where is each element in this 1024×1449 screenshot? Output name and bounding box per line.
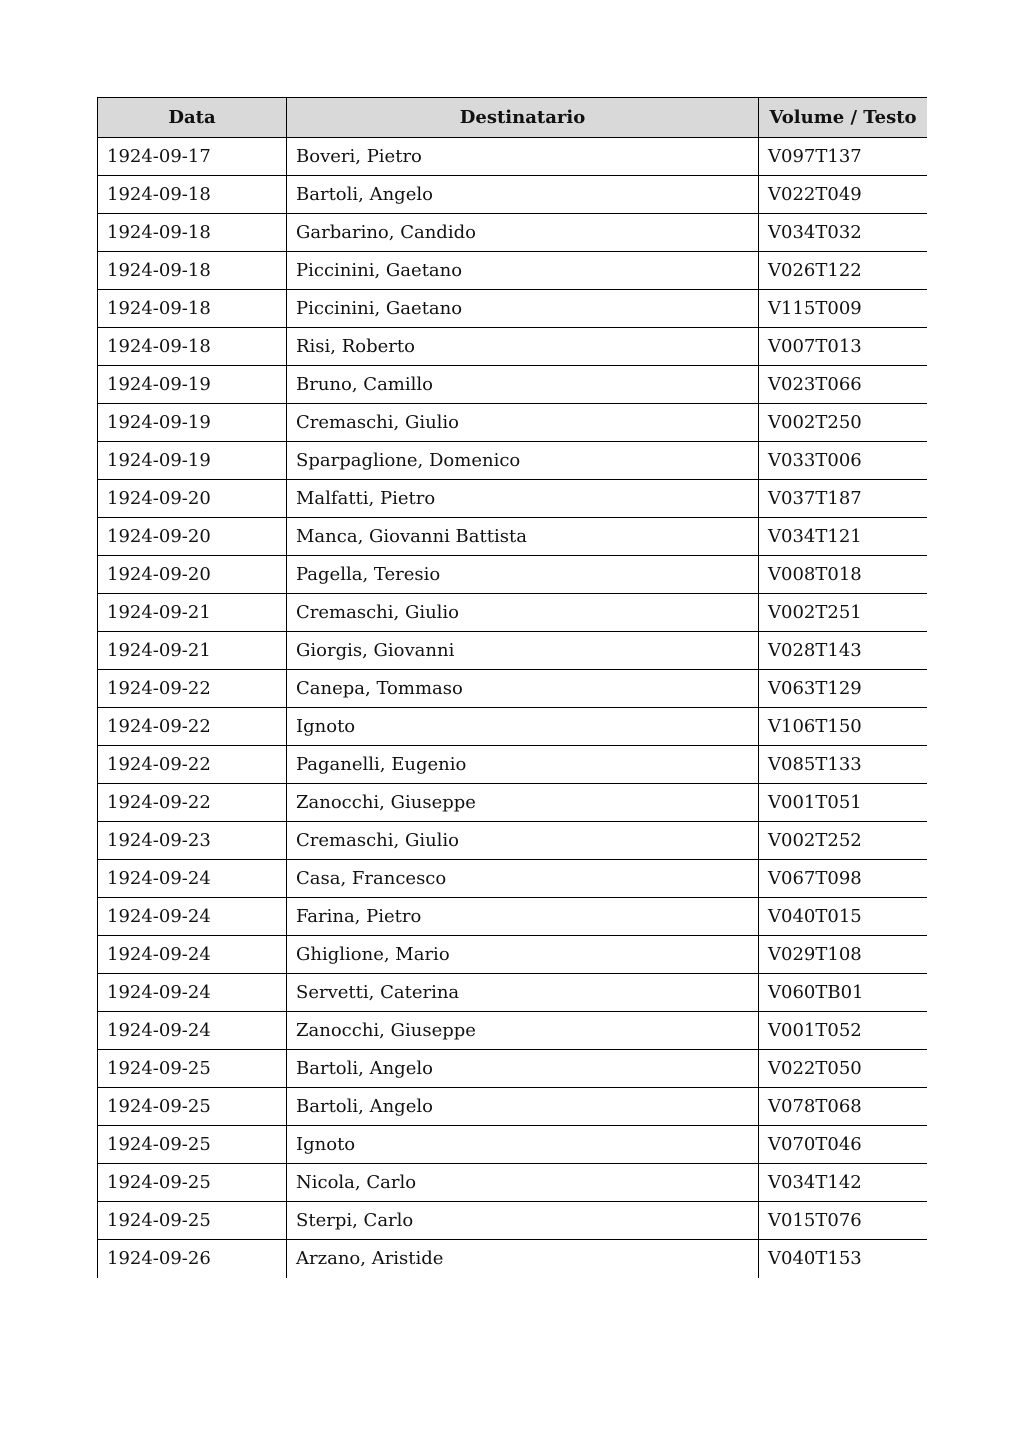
cell-volume-text: V040T153 xyxy=(759,1240,928,1278)
cell-date: 1924-09-21 xyxy=(98,594,287,632)
cell-volume-text: V002T251 xyxy=(759,594,928,632)
cell-volume-text: V115T009 xyxy=(759,290,928,328)
cell-volume-text: V067T098 xyxy=(759,860,928,898)
cell-date: 1924-09-25 xyxy=(98,1164,287,1202)
table-row xyxy=(98,594,928,632)
cell-recipient: Nicola, Carlo xyxy=(287,1164,759,1202)
cell-volume-text: V022T049 xyxy=(759,176,928,214)
cell-date: 1924-09-24 xyxy=(98,860,287,898)
cell-volume-text: V063T129 xyxy=(759,670,928,708)
cell-recipient: Zanocchi, Giuseppe xyxy=(287,784,759,822)
table-row xyxy=(98,1202,928,1240)
cell-volume-text: V033T006 xyxy=(759,442,928,480)
table-row xyxy=(98,290,928,328)
cell-volume-text: V040T015 xyxy=(759,898,928,936)
table-row xyxy=(98,822,928,860)
cell-date: 1924-09-24 xyxy=(98,974,287,1012)
table-row xyxy=(98,860,928,898)
cell-recipient: Ghiglione, Mario xyxy=(287,936,759,974)
cell-date: 1924-09-20 xyxy=(98,480,287,518)
cell-volume-text: V034T121 xyxy=(759,518,928,556)
letters-table xyxy=(97,97,927,1278)
cell-recipient: Manca, Giovanni Battista xyxy=(287,518,759,556)
cell-recipient: Arzano, Aristide xyxy=(287,1240,759,1278)
cell-volume-text: V023T066 xyxy=(759,366,928,404)
table-row xyxy=(98,708,928,746)
cell-date: 1924-09-24 xyxy=(98,898,287,936)
cell-recipient: Risi, Roberto xyxy=(287,328,759,366)
cell-volume-text: V078T068 xyxy=(759,1088,928,1126)
table-row xyxy=(98,1126,928,1164)
table-header-row xyxy=(98,98,928,138)
cell-recipient: Canepa, Tommaso xyxy=(287,670,759,708)
table-row xyxy=(98,556,928,594)
table-row xyxy=(98,898,928,936)
table-row xyxy=(98,1012,928,1050)
header-recipient: Destinatario xyxy=(287,98,759,138)
cell-date: 1924-09-25 xyxy=(98,1202,287,1240)
cell-volume-text: V022T050 xyxy=(759,1050,928,1088)
header-volume-text: Volume / Testo xyxy=(759,98,928,138)
cell-recipient: Garbarino, Candido xyxy=(287,214,759,252)
table-row xyxy=(98,746,928,784)
table-row xyxy=(98,518,928,556)
cell-recipient: Bartoli, Angelo xyxy=(287,1088,759,1126)
cell-volume-text: V060TB01 xyxy=(759,974,928,1012)
cell-recipient: Cremaschi, Giulio xyxy=(287,404,759,442)
table-body xyxy=(98,138,928,1278)
cell-recipient: Casa, Francesco xyxy=(287,860,759,898)
cell-recipient: Bartoli, Angelo xyxy=(287,176,759,214)
cell-recipient: Boveri, Pietro xyxy=(287,138,759,176)
cell-recipient: Pagella, Teresio xyxy=(287,556,759,594)
cell-recipient: Farina, Pietro xyxy=(287,898,759,936)
cell-date: 1924-09-19 xyxy=(98,404,287,442)
cell-volume-text: V037T187 xyxy=(759,480,928,518)
cell-date: 1924-09-20 xyxy=(98,518,287,556)
cell-date: 1924-09-18 xyxy=(98,328,287,366)
letters-table-container xyxy=(97,97,927,1312)
table-row xyxy=(98,1050,928,1088)
cell-volume-text: V007T013 xyxy=(759,328,928,366)
cell-volume-text: V008T018 xyxy=(759,556,928,594)
cell-volume-text: V026T122 xyxy=(759,252,928,290)
cell-volume-text: V034T142 xyxy=(759,1164,928,1202)
cell-date: 1924-09-24 xyxy=(98,936,287,974)
table-row xyxy=(98,670,928,708)
table-row xyxy=(98,214,928,252)
cell-recipient: Sparpaglione, Domenico xyxy=(287,442,759,480)
cell-volume-text: V001T052 xyxy=(759,1012,928,1050)
cell-date: 1924-09-25 xyxy=(98,1050,287,1088)
cell-volume-text: V097T137 xyxy=(759,138,928,176)
table-row xyxy=(98,784,928,822)
cell-recipient: Cremaschi, Giulio xyxy=(287,822,759,860)
table-row xyxy=(98,138,928,176)
cell-recipient: Piccinini, Gaetano xyxy=(287,252,759,290)
table-row xyxy=(98,1164,928,1202)
cell-date: 1924-09-25 xyxy=(98,1088,287,1126)
cell-recipient: Servetti, Caterina xyxy=(287,974,759,1012)
cell-date: 1924-09-23 xyxy=(98,822,287,860)
cell-recipient: Zanocchi, Giuseppe xyxy=(287,1012,759,1050)
table-row xyxy=(98,328,928,366)
cell-recipient: Cremaschi, Giulio xyxy=(287,594,759,632)
cell-date: 1924-09-22 xyxy=(98,670,287,708)
cell-volume-text: V001T051 xyxy=(759,784,928,822)
cell-date: 1924-09-18 xyxy=(98,176,287,214)
cell-date: 1924-09-20 xyxy=(98,556,287,594)
cell-date: 1924-09-17 xyxy=(98,138,287,176)
table-row xyxy=(98,404,928,442)
table-row xyxy=(98,1088,928,1126)
cell-recipient: Ignoto xyxy=(287,708,759,746)
cell-date: 1924-09-22 xyxy=(98,708,287,746)
cell-recipient: Ignoto xyxy=(287,1126,759,1164)
cell-volume-text: V015T076 xyxy=(759,1202,928,1240)
cell-recipient: Sterpi, Carlo xyxy=(287,1202,759,1240)
cell-date: 1924-09-18 xyxy=(98,290,287,328)
cell-date: 1924-09-25 xyxy=(98,1126,287,1164)
cell-date: 1924-09-19 xyxy=(98,442,287,480)
cell-volume-text: V106T150 xyxy=(759,708,928,746)
cell-date: 1924-09-22 xyxy=(98,746,287,784)
table-row xyxy=(98,366,928,404)
cell-volume-text: V028T143 xyxy=(759,632,928,670)
cell-volume-text: V034T032 xyxy=(759,214,928,252)
cell-recipient: Piccinini, Gaetano xyxy=(287,290,759,328)
table-row xyxy=(98,442,928,480)
table-row xyxy=(98,936,928,974)
cell-date: 1924-09-26 xyxy=(98,1240,287,1278)
cell-date: 1924-09-21 xyxy=(98,632,287,670)
cell-recipient: Bruno, Camillo xyxy=(287,366,759,404)
cell-date: 1924-09-19 xyxy=(98,366,287,404)
cell-volume-text: V002T252 xyxy=(759,822,928,860)
cell-date: 1924-09-18 xyxy=(98,252,287,290)
table-row xyxy=(98,974,928,1012)
table-row xyxy=(98,480,928,518)
cell-volume-text: V029T108 xyxy=(759,936,928,974)
cell-date: 1924-09-22 xyxy=(98,784,287,822)
table-row xyxy=(98,632,928,670)
cell-recipient: Paganelli, Eugenio xyxy=(287,746,759,784)
table-row xyxy=(98,176,928,214)
cell-recipient: Giorgis, Giovanni xyxy=(287,632,759,670)
cell-recipient: Bartoli, Angelo xyxy=(287,1050,759,1088)
cell-volume-text: V002T250 xyxy=(759,404,928,442)
table-row xyxy=(98,1240,928,1278)
table-row xyxy=(98,252,928,290)
cell-volume-text: V070T046 xyxy=(759,1126,928,1164)
cell-date: 1924-09-18 xyxy=(98,214,287,252)
header-date: Data xyxy=(98,98,287,138)
cell-volume-text: V085T133 xyxy=(759,746,928,784)
cell-date: 1924-09-24 xyxy=(98,1012,287,1050)
cell-recipient: Malfatti, Pietro xyxy=(287,480,759,518)
